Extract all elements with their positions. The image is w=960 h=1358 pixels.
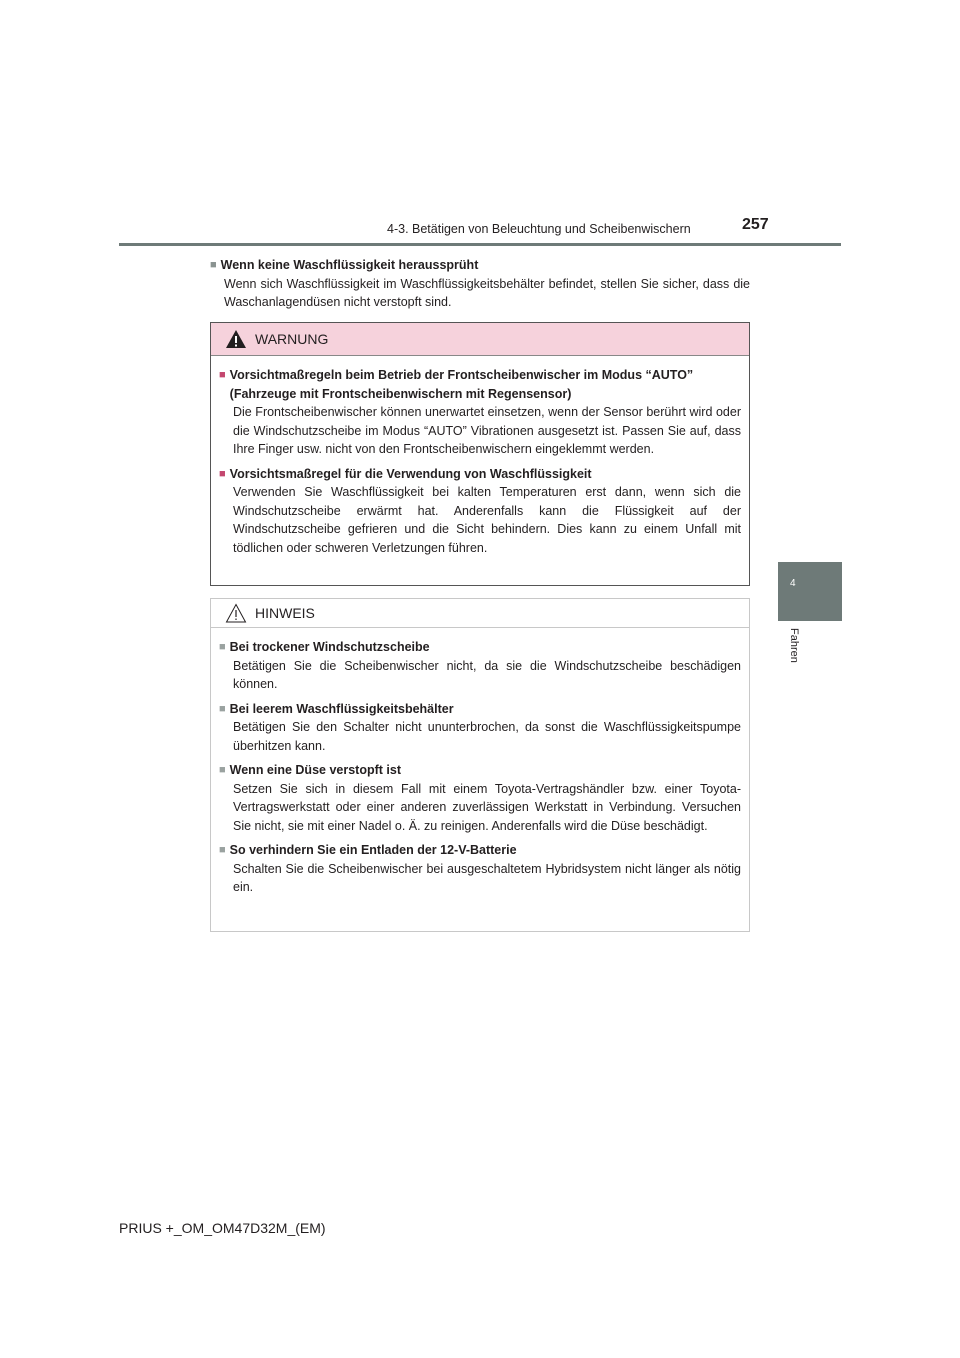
square-bullet-icon: ■ [219,764,226,776]
warning-header [211,323,749,356]
notice-item-heading [219,638,741,657]
chapter-number: 4 [790,578,796,589]
notice-item-body: Setzen Sie sich in diesem Fall mit einem Toyota-Vertragshändler bzw. einer Toyota-Vertragswerkstatt oder einer anderen zuverlässigen Werkstatt in Verbindung. Versuchen Sie nicht, sie mit einer Nadel o. Ä. zu reinigen. Anderenfalls wird die Düse beschädigt. [233,781,741,833]
notice-item-heading-text: Wenn eine Düse verstopft ist [229,763,401,777]
section-title: 4-3. Betätigen von Beleuchtung und Scheibenwischern [387,222,691,236]
warning-triangle-icon [225,329,247,349]
warning-box [210,322,750,586]
warning-title: WARNUNG [255,330,329,347]
warning-item-body: Verwenden Sie Waschflüssigkeit bei kalten Temperaturen erst dann, wenn sich die Windschutzscheibe erwärmt hat. Anderenfalls kann die Flüssigkeit auf der Windschutzscheibe gefrieren und die Sicht behindern. Dies kann zu einem Unfall mit tödlichen oder schweren Verletzungen führen. [233,485,741,555]
notice-item [219,761,741,835]
notice-item-heading-text: Bei leerem Waschflüssigkeitsbehälter [229,701,454,716]
notice-body [211,628,749,897]
square-bullet-icon: ■ [219,702,226,715]
notice-item-body: Schalten Sie die Scheibenwischer bei ausgeschaltetem Hybridsystem nicht länger als nötig ein. [233,861,741,894]
notice-item-body: Betätigen Sie die Scheibenwischer nicht, da sie die Windschutzscheibe beschädigen können. [233,658,741,691]
warning-item-heading [219,465,741,484]
square-bullet-icon: ■ [219,369,226,381]
caution-outline-icon [225,603,247,623]
notice-box [210,598,750,932]
header-divider [119,243,841,246]
notice-item [219,638,741,694]
notice-item-heading [219,841,741,860]
square-bullet-icon: ■ [219,844,226,856]
intro-heading [210,256,750,275]
chapter-tab [778,562,842,621]
notice-item-body: Betätigen Sie den Schalter nicht ununterbrochen, da sonst die Waschflüssigkeitspumpe überhitzen kann. [233,720,741,753]
intro-body: Wenn sich Waschflüssigkeit im Waschflüssigkeitsbehälter befindet, stellen Sie sicher, dass die Waschanlagendüsen nicht verstopft sind. [224,276,750,309]
warning-item-body: Die Frontscheibenwischer können unerwartet einsetzen, wenn der Sensor berührt wird oder die Windschutzscheibe im Modus “AUTO” Vibrationen ausgesetzt ist. Passen Sie auf, dass Ihre Finger usw. nicht von den Frontscheibenwischern eingeklemmt werden. [233,405,741,456]
chapter-label: Fahren [788,628,800,663]
warning-item-heading [219,366,741,403]
square-bullet-icon: ■ [219,467,226,480]
notice-item-heading-text: Bei trockener Windschutzscheibe [229,640,430,654]
warning-body [211,356,749,557]
notice-title: HINWEIS [255,604,315,621]
notice-item-heading [219,700,741,719]
notice-item [219,700,741,756]
warning-item-heading-text: Vorsichtmaßregeln beim Betrieb der Frontscheibenwischer im Modus “AUTO” (Fahrzeuge mit Frontscheibenwischern mit Regensensor) [229,368,694,401]
warning-item [219,366,741,459]
notice-header [211,599,749,628]
notice-item-heading-text: So verhindern Sie ein Entladen der 12-V-Batterie [229,843,517,857]
square-bullet-icon: ■ [219,641,226,653]
intro-section [210,256,750,312]
notice-item [219,841,741,897]
warning-item [219,465,741,558]
notice-item-heading [219,761,741,780]
square-bullet-icon: ■ [210,259,217,271]
document-code: PRIUS +_OM_OM47D32M_(EM) [119,1220,326,1236]
intro-heading-text: Wenn keine Waschflüssigkeit heraussprüht [220,258,479,272]
page-number: 257 [742,216,769,233]
warning-item-heading-text: Vorsichtsmaßregel für die Verwendung von Waschflüssigkeit [229,466,592,481]
